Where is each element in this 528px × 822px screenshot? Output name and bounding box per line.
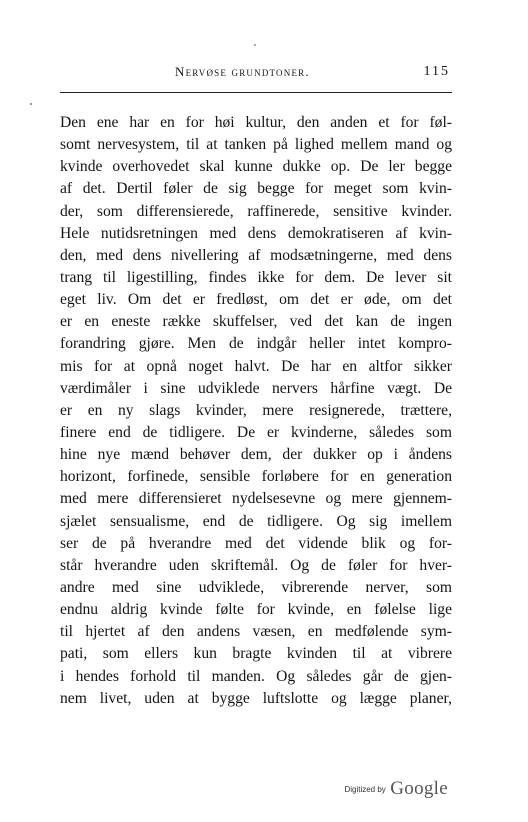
header-speck (254, 44, 256, 46)
text-line: finere end de tidligere. De er kvinderne, således som (60, 423, 452, 441)
text-line: eget liv. Om det er fredløst, om det er øde, om det (60, 291, 452, 309)
text-line: er en eneste række skuffelser, ved det kan de ingen (60, 313, 452, 331)
running-title: Nervøse grundtoner. (175, 64, 310, 79)
text-line: sjælet sensualisme, end de tidligere. Og sig imellem (60, 512, 452, 530)
text-line: står hverandre uden skriftemål. Og de føler for hver- (60, 556, 452, 574)
digitized-label: Digitized by (344, 785, 386, 794)
text-line: af det. Dertil føler de sig begge for meget som kvin- (60, 180, 452, 198)
text-line: til hjertet af den andens væsen, en medfølende sym- (60, 623, 452, 641)
text-line: er en ny slags kvinder, mere resignerede, trættere, (60, 401, 452, 419)
page-header (60, 64, 450, 86)
text-line: ser de på hverandre med det vidende blik og for- (60, 534, 452, 552)
google-logo: Google (390, 778, 448, 799)
body-text (60, 112, 452, 710)
digitized-by-google-watermark (344, 778, 448, 800)
text-line: Den ene har en for høi kultur, den anden et for føl- (60, 114, 452, 131)
text-line: der, som differensierede, raffinerede, sensitive kvinder. (60, 202, 452, 220)
text-line: Hele nutidsretningen med dens demokratiseren af kvin- (60, 224, 452, 242)
text-line: trang til ligestilling, findes ikke for dem. De lever sit (60, 268, 452, 286)
text-line: endnu aldrig kvinde følte for kvinde, en følelse lige (60, 601, 452, 619)
text-line: værdimåler i sine udviklede nervers hårfine vægt. De (60, 379, 452, 397)
header-rule (60, 92, 452, 93)
text-line: nem livet, uden at bygge luftslotte og lægge planer, (60, 689, 452, 707)
text-line: den, med dens nivellering af modsætningerne, med dens (60, 246, 452, 264)
text-line: forandring gjøre. Men de indgår heller intet kompro- (60, 335, 452, 353)
text-line: kvinde overhovedet skal kunne dukke op. De ler begge (60, 158, 452, 176)
text-line: horizont, forfinede, sensible forløbere for en generation (60, 468, 452, 486)
margin-speck (30, 103, 32, 105)
text-line: i hendes forhold til manden. Og således går de gjen- (60, 667, 452, 685)
page-number: 115 (423, 64, 450, 79)
text-line: hine nye mænd behøver dem, der dukker op i åndens (60, 446, 452, 464)
text-line: mis for at opnå noget halvt. De har en altfor sikker (60, 357, 452, 375)
text-line: somt nervesystem, til at tanken på lighed mellem mand og (60, 136, 452, 154)
text-line: med mere differensieret nydelsesevne og mere gjennem- (60, 490, 452, 508)
text-line: pati, som ellers kun bragte kvinden til at vibrere (60, 645, 452, 663)
text-line: andre med sine udviklede, vibrerende nerver, som (60, 578, 452, 596)
